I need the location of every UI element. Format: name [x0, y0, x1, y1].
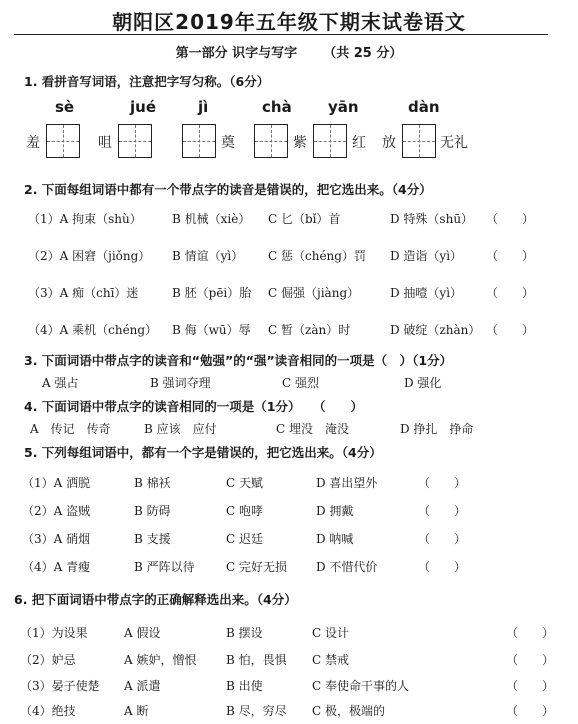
q6-r4-b: B 尽，穷尽: [226, 704, 287, 718]
q6-r3-b: B 出使: [226, 679, 263, 693]
q1-box-2[interactable]: [118, 124, 152, 158]
q6-r4-answer[interactable]: （ ）: [506, 704, 555, 718]
q2-r2-answer[interactable]: （ ）: [486, 249, 535, 263]
q3-option-c: C 强烈: [282, 376, 319, 390]
part-heading: [0, 42, 578, 61]
q5-r3-d: D 呐喊: [316, 532, 354, 546]
q5-r1-b: B 棉袄: [134, 476, 171, 490]
q2-r1-a: （1）A 拘束（shù）: [28, 212, 142, 226]
q6-r2-b: B 怕，畏惧: [226, 653, 287, 667]
q1-pinyin-4: chà: [262, 98, 292, 116]
q3-option-a: A 强占: [42, 376, 79, 390]
part-name: 第一部分 识字与写字: [175, 46, 298, 61]
q5-r1-c: C 天赋: [226, 476, 263, 490]
q2-r1-b: B 机械（xiè）: [172, 212, 251, 226]
q2-r4-answer[interactable]: （ ）: [486, 323, 535, 337]
q2-r3-b: B 胚（pēi）胎: [172, 286, 252, 300]
q2-r3-answer[interactable]: （ ）: [486, 286, 535, 300]
q6-r4-a: A 断: [124, 704, 149, 718]
q2-r1-d: D 特殊（shū）: [390, 212, 474, 226]
q1-box-3[interactable]: [182, 124, 216, 158]
q1-char-3-after: 奠: [221, 135, 235, 151]
q1-char-5-after: 红: [352, 135, 366, 151]
q1-pinyin-6: dàn: [408, 98, 440, 116]
q5-heading: 5. 下列每组词语中，都有一个字是错误的，把它选出来。（4分）: [24, 445, 382, 460]
q5-r4-answer[interactable]: （ ）: [418, 560, 467, 574]
q6-r2-a: A 嫉妒，憎恨: [124, 653, 197, 667]
part-score: （共 25 分）: [323, 46, 403, 61]
q5-r1-d: D 喜出望外: [316, 476, 378, 490]
q1-box-5[interactable]: [313, 124, 347, 158]
q1-char-2-before: 咀: [98, 135, 112, 151]
q1-box-6[interactable]: [402, 124, 436, 158]
q5-r1-a: （1）A 洒脱: [22, 476, 91, 490]
page-title: 朝阳区2019年五年级下期末试卷语文: [112, 10, 466, 34]
q5-r4-b: B 严阵以待: [134, 560, 195, 574]
q1-box-4[interactable]: [254, 124, 288, 158]
q6-r4-c: C 极，极端的: [312, 704, 385, 718]
q5-r2-a: （2）A 盗贼: [22, 504, 91, 518]
q6-r3-c: C 奉使命干事的人: [312, 679, 409, 693]
q5-r2-c: C 咆哮: [226, 504, 263, 518]
q3-option-b: B 强词夺理: [150, 376, 211, 390]
q5-r3-answer[interactable]: （ ）: [418, 532, 467, 546]
q5-r3-a: （3）A 硝烟: [22, 532, 91, 546]
q2-r3-a: （3）A 痴（chī）迷: [28, 286, 139, 300]
q6-r3-a: A 派遣: [124, 679, 161, 693]
q2-r4-a: （4）A 乘机（chéng）: [28, 323, 158, 337]
q6-r2-answer[interactable]: （ ）: [506, 653, 555, 667]
q5-r4-a: （4）A 青瘦: [22, 560, 91, 574]
q1-heading: 1. 看拼音写词语，注意把字写匀称。（6分）: [24, 74, 270, 89]
q6-r4-term: （4）绝技: [20, 704, 76, 718]
q6-r1-term: （1）为设果: [20, 626, 88, 640]
q5-r3-b: B 支援: [134, 532, 171, 546]
q2-r4-c: C 暂（zàn）时: [268, 323, 351, 337]
q6-r1-c: C 设计: [312, 626, 349, 640]
q1-pinyin-2: jué: [130, 98, 156, 116]
q2-r2-b: B 情谊（yì）: [172, 249, 244, 263]
q3-option-d: D 强化: [404, 376, 442, 390]
q2-r3-c: C 倔强（jiàng）: [268, 286, 360, 300]
q5-r2-b: B 防碍: [134, 504, 171, 518]
q4-option-a: A 传记 传奇: [30, 422, 111, 436]
q1-char-4-after: 紫: [293, 135, 307, 151]
q4-option-c: C 埋没 淹没: [276, 422, 349, 436]
q5-r2-answer[interactable]: （ ）: [418, 504, 467, 518]
q4-heading: 4. 下面词语中带点字的读音相同的一项是（1分） （ ）: [24, 399, 363, 414]
q6-r1-b: B 摆设: [226, 626, 263, 640]
q6-r2-term: （2）妒忌: [20, 653, 76, 667]
q2-r1-c: C 匕（bǐ）首: [268, 212, 341, 226]
q2-r4-b: B 侮（wū）辱: [172, 323, 251, 337]
q5-r4-c: C 完好无损: [226, 560, 287, 574]
q1-char-6-before: 放: [382, 135, 396, 151]
q3-heading: 3. 下面词语中带点字的读音和“勉强”的“强”读音相同的一项是（ ）（1分）: [24, 353, 453, 368]
q4-option-b: B 应该 应付: [144, 422, 217, 436]
q5-r1-answer[interactable]: （ ）: [418, 476, 467, 490]
q2-heading: 2. 下面每组词语中都有一个带点字的读音是错误的，把它选出来。（4分）: [24, 182, 432, 197]
q2-r2-a: （2）A 困窘（jiǒng）: [28, 249, 151, 263]
q6-heading: 6. 把下面词语中带点字的正确解释选出来。（4分）: [14, 592, 297, 607]
q1-pinyin-3: jì: [198, 98, 209, 116]
q1-char-1-before: 羞: [26, 135, 40, 151]
q1-char-6-after: 无礼: [440, 135, 468, 151]
q6-r2-c: C 禁戒: [312, 653, 349, 667]
q1-pinyin-1: sè: [55, 98, 75, 116]
q1-pinyin-5: yān: [328, 98, 359, 116]
q5-r3-c: C 迟廷: [226, 532, 263, 546]
q1-box-1[interactable]: [46, 124, 80, 158]
q6-r3-answer[interactable]: （ ）: [506, 679, 555, 693]
q6-r3-term: （3）晏子使楚: [20, 679, 100, 693]
q2-r1-answer[interactable]: （ ）: [486, 212, 535, 226]
q5-r4-d: D 不惜代价: [316, 560, 378, 574]
q5-r2-d: D 拥戴: [316, 504, 354, 518]
q6-r1-answer[interactable]: （ ）: [506, 626, 555, 640]
q2-r2-c: C 惩（chéng）罚: [268, 249, 366, 263]
q2-r4-d: D 破绽（zhàn）: [390, 323, 481, 337]
title-underline: [14, 34, 548, 35]
q2-r2-d: D 造诣（yì）: [390, 249, 463, 263]
q6-r1-a: A 假设: [124, 626, 161, 640]
q2-r3-d: D 抽噎（yì）: [390, 286, 463, 300]
q4-option-d: D 挣扎 挣命: [400, 422, 474, 436]
